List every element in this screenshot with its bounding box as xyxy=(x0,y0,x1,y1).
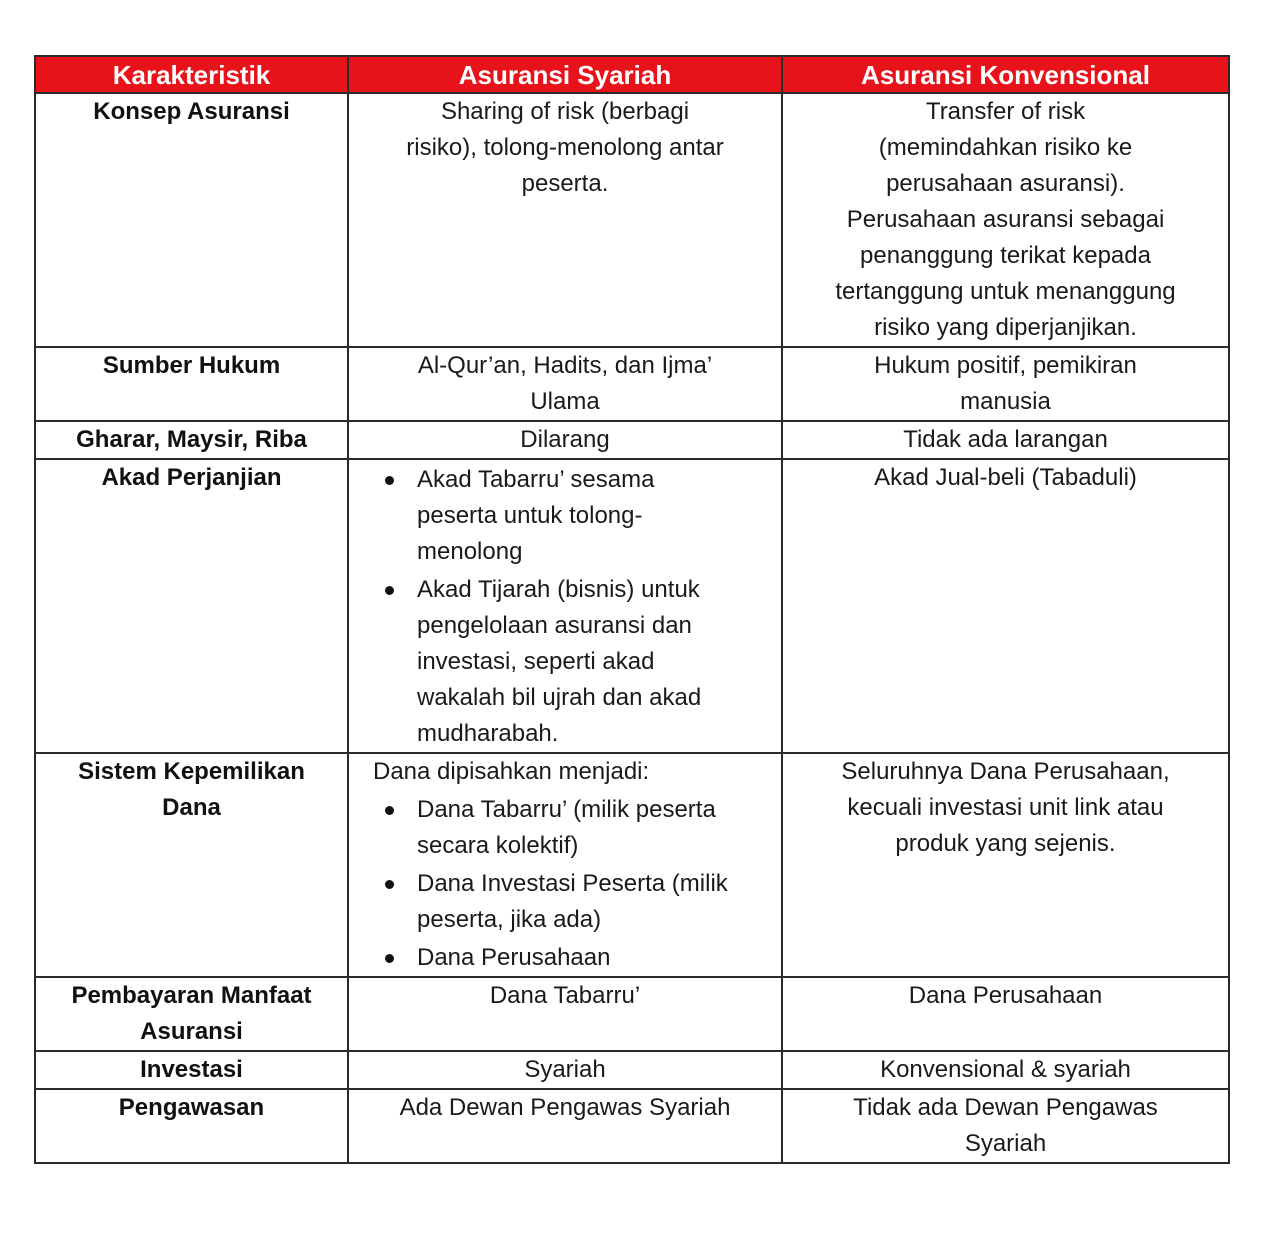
list-item xyxy=(381,940,773,976)
bullet-icon xyxy=(385,880,394,889)
row-konsep-asuransi xyxy=(35,93,1229,347)
row-label: Konsep Asuransi xyxy=(35,93,348,347)
syariah-cell xyxy=(348,459,782,753)
row-pembayaran-manfaat xyxy=(35,977,1229,1051)
row-investasi xyxy=(35,1051,1229,1089)
row-label: Pengawasan xyxy=(35,1089,348,1163)
konvensional-cell: Tidak ada Dewan Pengawas Syariah xyxy=(782,1089,1229,1163)
row-pengawasan xyxy=(35,1089,1229,1163)
syariah-cell: Ada Dewan Pengawas Syariah xyxy=(348,1089,782,1163)
akad-list xyxy=(357,462,773,752)
list-item-text: Dana Investasi Peserta (milik peserta, jika ada) xyxy=(417,870,728,933)
list-item xyxy=(381,792,773,864)
list-item xyxy=(381,866,773,938)
row-label: Gharar, Maysir, Riba xyxy=(35,421,348,459)
row-sumber-hukum xyxy=(35,347,1229,421)
list-item xyxy=(381,572,773,752)
header-karakteristik: Karakteristik xyxy=(35,56,348,93)
bullet-icon xyxy=(385,954,394,963)
list-item-text: Dana Perusahaan xyxy=(417,944,611,971)
list-item-text: Akad Tijarah (bisnis) untuk pengelolaan asuransi dan investasi, seperti akad wakalah bil ujrah dan akad mudharabah. xyxy=(417,576,702,747)
konvensional-cell: Konvensional & syariah xyxy=(782,1051,1229,1089)
syariah-cell: Dana Tabarru’ xyxy=(348,977,782,1051)
row-label: Sistem Kepemilikan Dana xyxy=(35,753,348,977)
syariah-cell: Sharing of risk (berbagi risiko), tolong-menolong antar peserta. xyxy=(348,93,782,347)
row-label: Sumber Hukum xyxy=(35,347,348,421)
row-label: Pembayaran Manfaat Asuransi xyxy=(35,977,348,1051)
kepemilikan-intro: Dana dipisahkan menjadi: xyxy=(373,758,650,785)
kepemilikan-list xyxy=(357,792,773,976)
konvensional-cell: Akad Jual-beli (Tabaduli) xyxy=(782,459,1229,753)
list-item-text: Dana Tabarru’ (milik peserta secara kolektif) xyxy=(417,796,716,859)
comparison-table xyxy=(34,55,1230,1164)
comparison-document xyxy=(34,55,1228,1164)
header-row xyxy=(35,56,1229,93)
syariah-cell: Syariah xyxy=(348,1051,782,1089)
syariah-cell: Al-Qur’an, Hadits, dan Ijma’ Ulama xyxy=(348,347,782,421)
konvensional-cell: Seluruhnya Dana Perusahaan, kecuali investasi unit link atau produk yang sejenis. xyxy=(782,753,1229,977)
row-akad-perjanjian xyxy=(35,459,1229,753)
konvensional-cell: Transfer of risk (memindahkan risiko ke perusahaan asuransi). Perusahaan asuransi sebagai penanggung terikat kepada tertanggung untuk menanggung risiko yang diperjanjikan. xyxy=(782,93,1229,347)
row-label: Investasi xyxy=(35,1051,348,1089)
bullet-icon xyxy=(385,806,394,815)
header-asuransi-konvensional: Asuransi Konvensional xyxy=(782,56,1229,93)
syariah-cell: Dilarang xyxy=(348,421,782,459)
row-label: Akad Perjanjian xyxy=(35,459,348,753)
bullet-icon xyxy=(385,586,394,595)
header-asuransi-syariah: Asuransi Syariah xyxy=(348,56,782,93)
bullet-icon xyxy=(385,476,394,485)
konvensional-cell: Hukum positif, pemikiran manusia xyxy=(782,347,1229,421)
list-item-text: Akad Tabarru’ sesama peserta untuk tolong- menolong xyxy=(417,466,655,565)
konvensional-cell: Tidak ada larangan xyxy=(782,421,1229,459)
list-item xyxy=(381,462,773,570)
konvensional-cell: Dana Perusahaan xyxy=(782,977,1229,1051)
syariah-cell xyxy=(348,753,782,977)
row-sistem-kepemilikan-dana xyxy=(35,753,1229,977)
row-gharar-maysir-riba xyxy=(35,421,1229,459)
